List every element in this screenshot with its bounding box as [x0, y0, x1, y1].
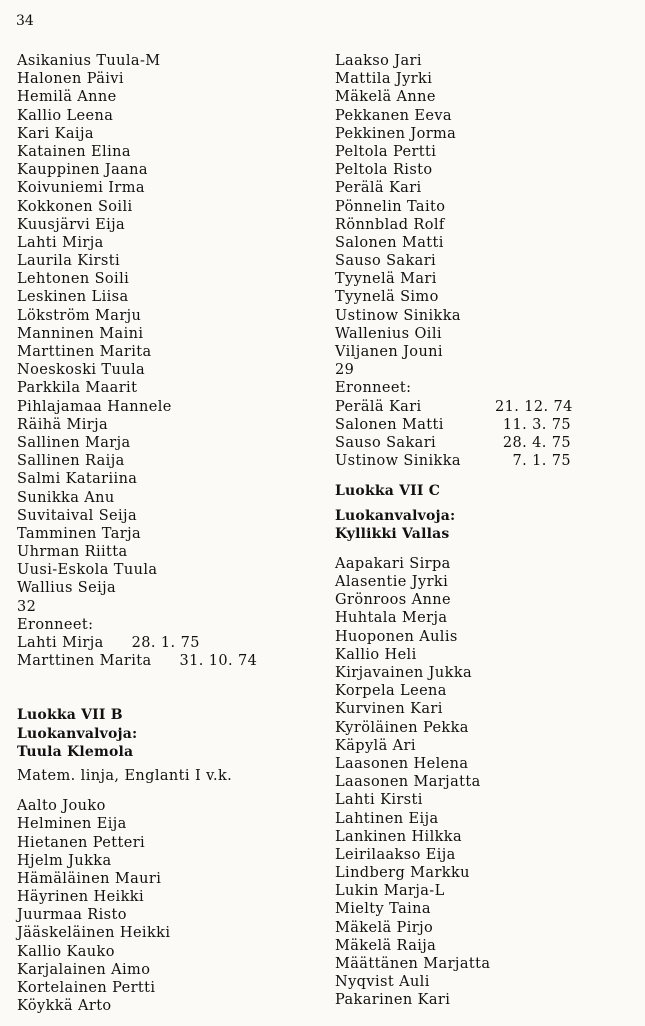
supervisor-label: Luokanvalvoja:: [335, 507, 456, 524]
name-line: Parkkila Maarit: [17, 380, 138, 397]
name-line: Helminen Eija: [17, 816, 127, 833]
name-line: Peltola Pertti: [335, 143, 437, 160]
name-line: Karjalainen Aimo: [17, 961, 151, 978]
name-line: Salmi Katariina: [17, 471, 138, 488]
departed-name: Ustinow Sinikka: [335, 453, 461, 470]
class-student-list: [335, 555, 635, 1010]
name-line: Laakso Jari: [335, 53, 422, 69]
name-line: Mäkelä Anne: [335, 89, 436, 106]
name-line: Manninen Maini: [17, 325, 144, 342]
page-number: 34: [16, 13, 34, 29]
name-line: Pönnelin Taito: [335, 198, 446, 215]
departed-date: 31. 10. 74: [179, 653, 258, 670]
name-line: Noeskoski Tuula: [17, 362, 146, 379]
name-line: Häyrinen Heikki: [17, 889, 144, 906]
student-list: [335, 52, 635, 361]
class-title: Luokka VII C: [335, 483, 441, 500]
name-line: Alasentie Jyrki: [335, 574, 449, 591]
name-line: Wallius Seija: [17, 580, 117, 597]
name-line: Koivuniemi Irma: [17, 180, 145, 197]
departed-name: Salonen Matti: [335, 416, 444, 433]
departed-row: [335, 452, 635, 470]
name-line: Kortelainen Pertti: [17, 980, 156, 996]
student-count: 32: [17, 598, 37, 615]
name-line: Marttinen Marita: [17, 344, 152, 360]
line-info: Matem. linja, Englanti I v.k.: [17, 767, 233, 784]
name-line: Kauppinen Jaana: [17, 162, 148, 179]
name-line: Kallio Kauko: [17, 943, 115, 960]
name-line: Huoponen Aulis: [335, 628, 458, 645]
name-line: Asikanius Tuula-M: [17, 53, 161, 69]
name-line: Laurila Kirsti: [17, 253, 120, 270]
name-line: Lukin Marja-L: [335, 883, 445, 900]
departed-date: 28. 4. 75: [502, 434, 571, 451]
name-line: Sauso Sakari: [335, 253, 437, 270]
name-line: Aalto Jouko: [17, 798, 106, 815]
name-line: Kallio Heli: [335, 646, 417, 663]
right-column: [335, 52, 635, 1010]
name-line: Peltola Risto: [335, 162, 433, 179]
name-line: Aapakari Sirpa: [335, 555, 451, 572]
name-line: Pekkinen Jorma: [335, 125, 457, 142]
name-line: Lahti Kirsti: [335, 792, 423, 809]
name-line: Suvitaival Seija: [17, 507, 137, 524]
departed-list: [17, 634, 317, 670]
name-line: Grönroos Anne: [335, 592, 451, 609]
name-line: Lankinen Hilkka: [335, 828, 463, 845]
name-line: Jääskeläinen Heikki: [17, 925, 171, 942]
departed-list: [335, 398, 635, 471]
name-line: Lökström Marju: [17, 307, 142, 324]
departed-date: 11. 3. 75: [502, 416, 571, 433]
supervisor-label: Luokanvalvoja:: [17, 725, 138, 742]
name-line: Lehtonen Soili: [17, 271, 130, 288]
name-line: Mäkelä Pirjo: [335, 919, 434, 936]
student-list: [17, 52, 317, 598]
departed-name: Lahti Mirja: [17, 635, 104, 651]
name-line: Mielty Taina: [335, 901, 431, 918]
student-count: 29: [335, 362, 355, 379]
name-line: Kari Kaija: [17, 125, 94, 142]
name-line: Tamminen Tarja: [17, 525, 142, 542]
departed-date: 28. 1. 75: [131, 635, 200, 651]
name-line: Uhrman Riitta: [17, 544, 128, 561]
departed-label: Eronneet:: [17, 616, 94, 633]
departed-name: Perälä Kari: [335, 398, 422, 415]
name-line: Lahti Mirja: [17, 234, 104, 251]
departed-row: [335, 398, 635, 416]
name-line: Viljanen Jouni: [335, 344, 443, 360]
departed-date: 7. 1. 75: [512, 453, 571, 470]
name-line: Sallinen Raija: [17, 453, 125, 470]
departed-date: 21. 12. 74: [495, 398, 573, 415]
name-line: Kuusjärvi Eija: [17, 216, 126, 233]
name-line: Rönnblad Rolf: [335, 216, 445, 233]
name-line: Sallinen Marja: [17, 434, 131, 451]
name-line: Kokkonen Soili: [17, 198, 133, 215]
name-line: Kurvinen Kari: [335, 701, 443, 718]
name-line: Wallenius Oili: [335, 325, 442, 342]
name-line: Laasonen Helena: [335, 755, 469, 772]
name-line: Määttänen Marjatta: [335, 956, 491, 972]
name-line: Kyröläinen Pekka: [335, 719, 469, 736]
name-line: Kirjavainen Jukka: [335, 665, 473, 681]
supervisor-name: Kyllikki Vallas: [335, 525, 450, 542]
departed-row: [17, 634, 317, 652]
name-line: Mäkelä Raija: [335, 937, 437, 954]
name-line: Ustinow Sinikka: [335, 307, 461, 324]
departed-row: [335, 434, 635, 452]
name-line: Juurmaa Risto: [17, 907, 127, 924]
left-column: [17, 52, 317, 1015]
name-line: Pihlajamaa Hannele: [17, 398, 172, 415]
name-line: Leirilaakso Eija: [335, 846, 456, 863]
supervisor-name: Tuula Klemola: [17, 743, 134, 760]
name-line: Kallio Leena: [17, 107, 114, 124]
name-line: Mattila Jyrki: [335, 71, 433, 88]
name-line: Huhtala Merja: [335, 610, 448, 627]
name-line: Nyqvist Auli: [335, 974, 430, 991]
name-line: Leskinen Liisa: [17, 289, 129, 306]
name-line: Lahtinen Eija: [335, 810, 439, 827]
name-line: Tyynelä Mari: [335, 271, 437, 288]
name-line: Pekkanen Eeva: [335, 107, 452, 124]
name-line: Hämäläinen Mauri: [17, 870, 162, 887]
name-line: Köykkä Arto: [17, 998, 112, 1015]
departed-name: Sauso Sakari: [335, 434, 437, 451]
departed-name: Marttinen Marita: [17, 653, 152, 670]
name-line: Katainen Elina: [17, 143, 131, 160]
name-line: Korpela Leena: [335, 683, 447, 700]
name-line: Pakarinen Kari: [335, 992, 451, 1009]
class-student-list: [17, 797, 317, 1015]
name-line: Räihä Mirja: [17, 416, 109, 433]
name-line: Perälä Kari: [335, 180, 422, 197]
name-line: Sunikka Anu: [17, 489, 115, 506]
departed-row: [17, 652, 317, 670]
name-line: Lindberg Markku: [335, 865, 470, 882]
name-line: Salonen Matti: [335, 234, 444, 251]
departed-label: Eronneet:: [335, 380, 412, 397]
name-line: Hietanen Petteri: [17, 834, 146, 851]
name-line: Hjelm Jukka: [17, 852, 112, 869]
departed-row: [335, 416, 635, 434]
name-line: Käpylä Ari: [335, 737, 416, 754]
name-line: Halonen Päivi: [17, 71, 124, 88]
class-title: Luokka VII B: [17, 707, 123, 724]
name-line: Tyynelä Simo: [335, 289, 439, 306]
name-line: Hemilä Anne: [17, 89, 117, 106]
name-line: Uusi-Eskola Tuula: [17, 562, 158, 579]
name-line: Laasonen Marjatta: [335, 774, 481, 791]
